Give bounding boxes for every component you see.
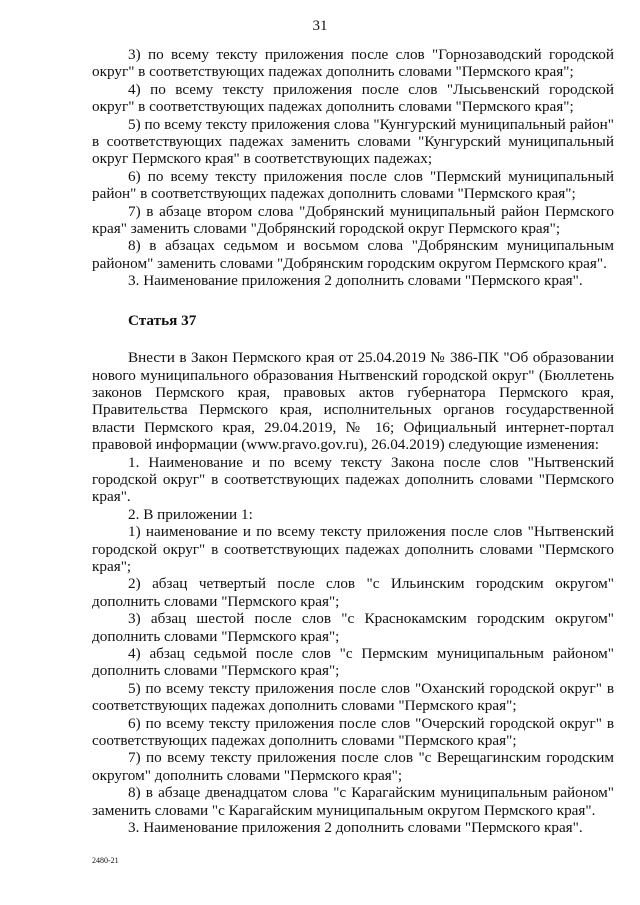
paragraph: 3) по всему тексту приложения после слов "Горнозаводский городской округ" в соответствующих падежах дополнить словами "Пермского края";	[92, 46, 614, 81]
document-body	[92, 46, 614, 836]
document-code: 2480-21	[92, 856, 119, 865]
paragraph: Внести в Закон Пермского края от 25.04.2019 № 386-ПК "Об образовании нового муниципального образования Нытвенский городской округ" (Бюллетень законов Пермского края, правовых актов губернатора Пермского края, Правительства Пермского края, исполнительных органов государственной власти Пермского края, 29.04.2019, № 16; Официальный интернет-портал правовой информации (www.pravo.gov.ru), 26.04.2019) следующие изменения:	[92, 349, 614, 454]
paragraph: 4) абзац седьмой после слов "с Пермским муниципальным районом" дополнить словами "Пермского края";	[92, 645, 614, 680]
paragraph: 7) в абзаце втором слова "Добрянский муниципальный район Пермского края" заменить словами "Добрянский городской округ Пермского края";	[92, 202, 614, 238]
paragraph: 3. Наименование приложения 2 дополнить словами "Пермского края".	[128, 819, 583, 837]
article-heading: Статья 37	[128, 311, 197, 329]
paragraph: 2) абзац четвертый после слов "с Ильинским городским округом" дополнить словами "Пермского края";	[92, 575, 614, 610]
paragraph: 7) по всему тексту приложения после слов "с Верещагинским городским округом" дополнить словами "Пермского края";	[92, 749, 614, 784]
paragraph: 1) наименование и по всему тексту приложения после слов "Нытвенский городской округ" в соответствующих падежах дополнить словами "Пермского края";	[92, 523, 614, 575]
paragraph: 6) по всему тексту приложения после слов "Очерский городской округ" в соответствующих падежах дополнить словами "Пермского края";	[92, 714, 614, 750]
paragraph: 2. В приложении 1:	[128, 505, 253, 523]
paragraph: 3. Наименование приложения 2 дополнить словами "Пермского края".	[128, 272, 583, 290]
paragraph: 5) по всему тексту приложения после слов "Оханский городской округ" в соответствующих падежах дополнить словами "Пермского края";	[92, 679, 614, 715]
paragraph: 4) по всему тексту приложения после слов "Лысьвенский городской округ" в соответствующих падежах дополнить словами "Пермского края";	[92, 80, 614, 116]
paragraph: 8) в абзацах седьмом и восьмом слова "Добрянским муниципальным районом" заменить словами "Добрянским городским округом Пермского края".	[92, 237, 614, 272]
paragraph: 1. Наименование и по всему тексту Закона после слов "Нытвенский городской округ" в соответствующих падежах дополнить словами "Пермского края".	[92, 453, 614, 506]
paragraph: 6) по всему тексту приложения после слов "Пермский муниципальный район" в соответствующих падежах дополнить словами "Пермского края";	[92, 167, 614, 203]
paragraph: 3) абзац шестой после слов "с Краснокамским городским округом" дополнить словами "Пермского края";	[92, 610, 614, 645]
page-number: 31	[312, 18, 328, 34]
paragraph: 5) по всему тексту приложения слова "Кунгурский муниципальный район" в соответствующих падежах заменить словами "Кунгурский муниципальный округ Пермского края" в соответствующих падежах;	[92, 115, 614, 168]
paragraph: 8) в абзаце двенадцатом слова "с Карагайским муниципальным районом" заменить словами "с Карагайским муниципальным округом Пермского края".	[92, 784, 614, 819]
